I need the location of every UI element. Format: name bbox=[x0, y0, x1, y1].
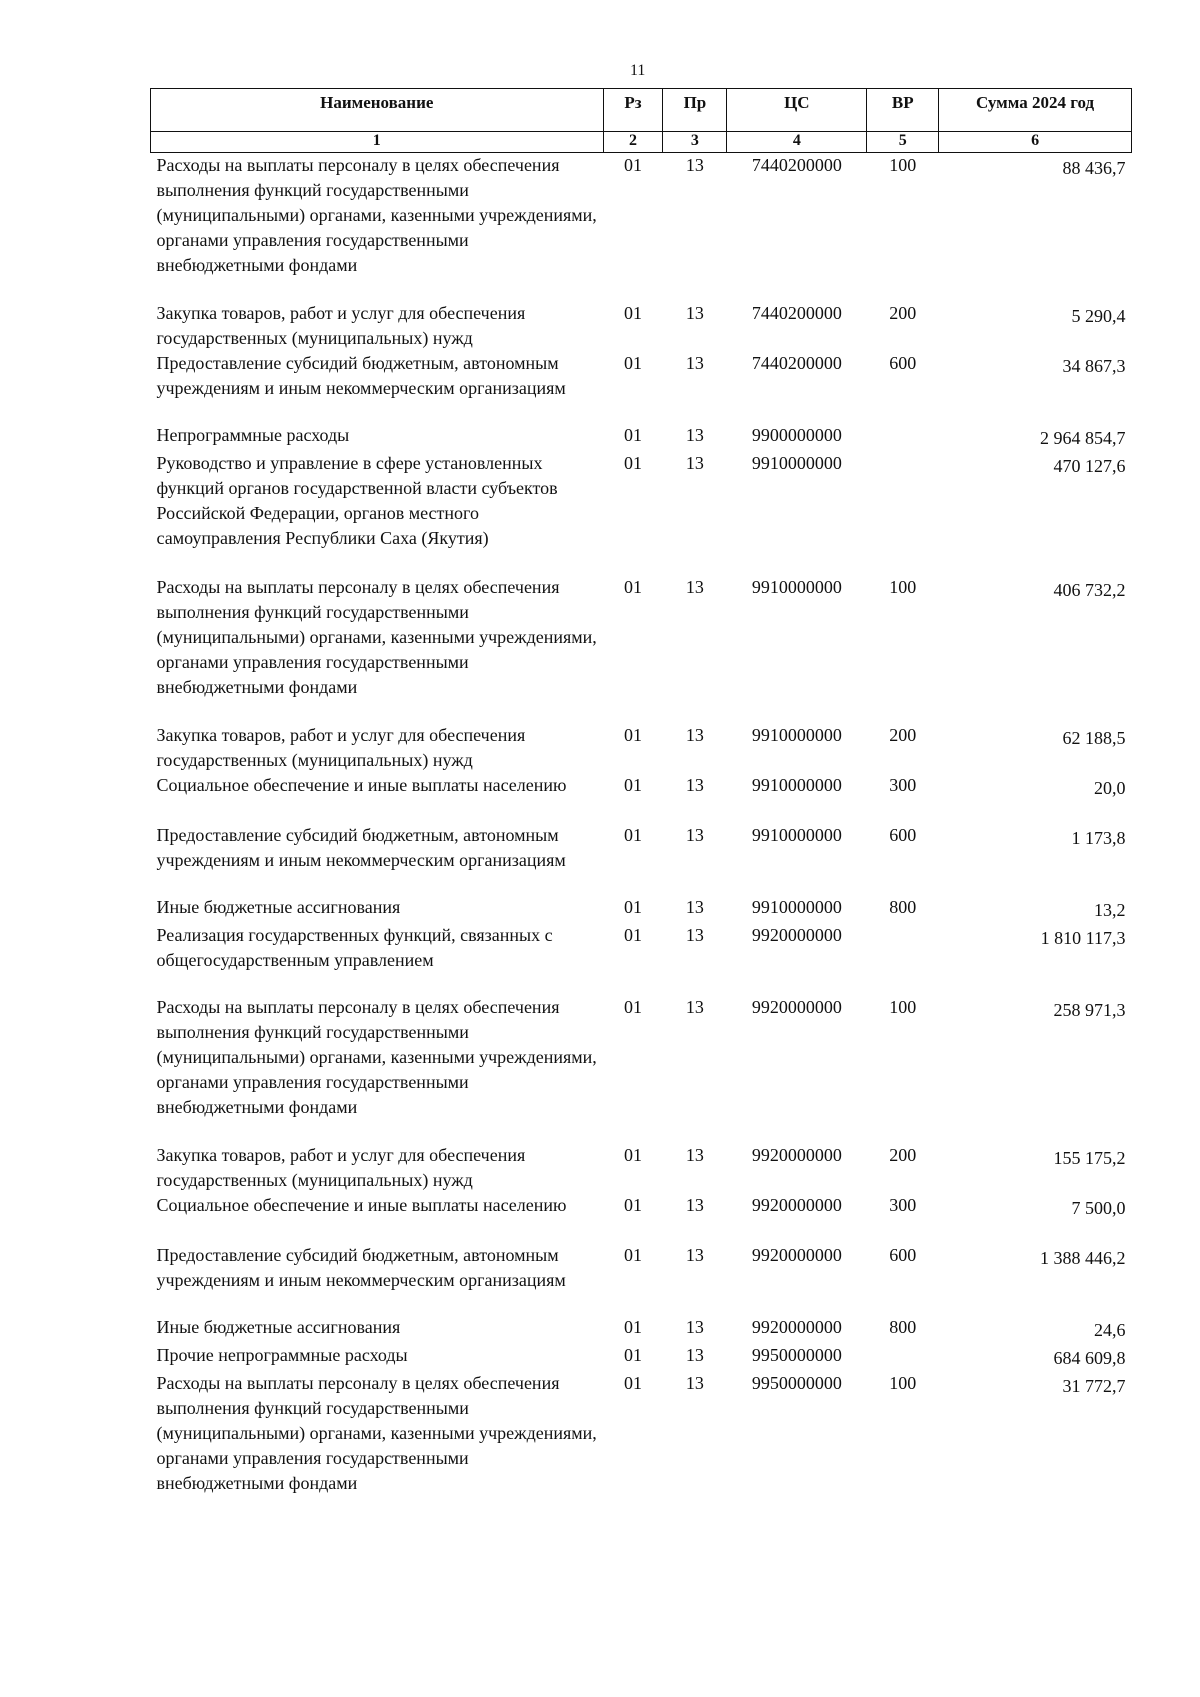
table-row bbox=[151, 923, 1132, 995]
cell-rz: 01 bbox=[623, 774, 642, 795]
cell-cs: 9900000000 bbox=[751, 424, 842, 445]
cell-name: Закупка товаров, работ и услуг для обеспечения государственных (муниципальных) нужд bbox=[156, 1144, 526, 1190]
cell-rz: 01 bbox=[623, 576, 642, 597]
cell-cs: 9920000000 bbox=[751, 1244, 842, 1265]
cell-name: Расходы на выплаты персоналу в целях обеспечения выполнения функций государственными (муниципальными) органами, казенными учреждениями, органами управления государственными внебюджетными фондами bbox=[156, 1372, 597, 1493]
cell-rz: 01 bbox=[623, 424, 642, 445]
cell-rz: 01 bbox=[623, 996, 642, 1017]
cell-vr: 300 bbox=[889, 774, 917, 795]
budget-table bbox=[150, 88, 1132, 1501]
cell-rz: 01 bbox=[623, 1316, 642, 1337]
header-rz: Рз bbox=[603, 89, 663, 132]
header-cs: ЦС bbox=[727, 89, 867, 132]
cell-pr: 13 bbox=[685, 155, 704, 175]
table-row bbox=[151, 153, 1132, 301]
cell-name: Иные бюджетные ассигнования bbox=[156, 1316, 401, 1337]
cell-vr: 200 bbox=[889, 302, 917, 323]
table-row bbox=[151, 773, 1132, 823]
cell-pr: 13 bbox=[685, 302, 704, 323]
table-row bbox=[151, 351, 1132, 423]
table-row bbox=[151, 1193, 1132, 1243]
cell-vr: 200 bbox=[889, 724, 917, 745]
cell-pr: 13 bbox=[685, 1194, 704, 1215]
table-row bbox=[151, 451, 1132, 575]
cell-cs: 9910000000 bbox=[751, 896, 842, 917]
cell-vr bbox=[867, 923, 939, 995]
table-row bbox=[151, 1343, 1132, 1371]
cell-vr: 800 bbox=[889, 896, 917, 917]
cell-vr bbox=[867, 451, 939, 575]
table-row bbox=[151, 823, 1132, 895]
cell-name: Иные бюджетные ассигнования bbox=[156, 896, 401, 917]
cell-cs: 7440200000 bbox=[751, 155, 842, 175]
cell-pr: 13 bbox=[685, 1244, 704, 1265]
cell-rz: 01 bbox=[623, 155, 642, 175]
cell-sum: 1 173,8 bbox=[1071, 827, 1126, 848]
cell-pr: 13 bbox=[685, 452, 704, 473]
header-number-row bbox=[151, 132, 1132, 153]
cell-cs: 9920000000 bbox=[751, 924, 842, 945]
cell-pr: 13 bbox=[685, 924, 704, 945]
cell-sum: 5 290,4 bbox=[1071, 305, 1126, 326]
cell-vr: 600 bbox=[889, 824, 917, 845]
cell-sum: 13,2 bbox=[1094, 899, 1126, 920]
cell-vr: 800 bbox=[889, 1316, 917, 1337]
cell-name: Социальное обеспечение и иные выплаты населению bbox=[156, 774, 567, 795]
cell-cs: 9910000000 bbox=[751, 724, 842, 745]
cell-vr: 300 bbox=[889, 1194, 917, 1215]
cell-name: Закупка товаров, работ и услуг для обеспечения государственных (муниципальных) нужд bbox=[156, 724, 526, 770]
cell-cs: 9950000000 bbox=[751, 1372, 842, 1393]
cell-name: Социальное обеспечение и иные выплаты населению bbox=[156, 1194, 567, 1215]
table-row bbox=[151, 575, 1132, 723]
cell-cs: 9950000000 bbox=[751, 1344, 842, 1365]
cell-cs: 9920000000 bbox=[751, 1194, 842, 1215]
table-row bbox=[151, 1315, 1132, 1343]
cell-sum: 34 867,3 bbox=[1062, 355, 1126, 376]
column-number: 3 bbox=[663, 132, 727, 153]
cell-vr: 200 bbox=[889, 1144, 917, 1165]
header-pr: Пр bbox=[663, 89, 727, 132]
table-row bbox=[151, 995, 1132, 1143]
table-row bbox=[151, 1371, 1132, 1501]
cell-rz: 01 bbox=[623, 724, 642, 745]
cell-name: Прочие непрограммные расходы bbox=[156, 1344, 408, 1365]
cell-name: Расходы на выплаты персоналу в целях обеспечения выполнения функций государственными (муниципальными) органами, казенными учреждениями, органами управления государственными внебюджетными фондами bbox=[156, 576, 597, 697]
cell-rz: 01 bbox=[623, 1144, 642, 1165]
cell-pr: 13 bbox=[685, 996, 704, 1017]
cell-sum: 470 127,6 bbox=[1053, 455, 1126, 476]
cell-cs: 9920000000 bbox=[751, 996, 842, 1017]
cell-name: Реализация государственных функций, связанных с общегосударственным управлением bbox=[156, 924, 553, 970]
cell-sum: 684 609,8 bbox=[1053, 1347, 1126, 1368]
header-vr: ВР bbox=[867, 89, 939, 132]
cell-pr: 13 bbox=[685, 576, 704, 597]
column-number: 5 bbox=[867, 132, 939, 153]
cell-name: Предоставление субсидий бюджетным, автономным учреждениям и иным некоммерческим организациям bbox=[156, 1244, 566, 1290]
cell-cs: 9910000000 bbox=[751, 824, 842, 845]
cell-cs: 9910000000 bbox=[751, 576, 842, 597]
cell-rz: 01 bbox=[623, 896, 642, 917]
cell-sum: 24,6 bbox=[1094, 1319, 1126, 1340]
column-number: 1 bbox=[151, 132, 604, 153]
cell-name: Предоставление субсидий бюджетным, автономным учреждениям и иным некоммерческим организациям bbox=[156, 824, 566, 870]
cell-rz: 01 bbox=[623, 1344, 642, 1365]
cell-pr: 13 bbox=[685, 1144, 704, 1165]
cell-sum: 406 732,2 bbox=[1053, 579, 1126, 600]
cell-sum: 62 188,5 bbox=[1062, 727, 1126, 748]
cell-pr: 13 bbox=[685, 1344, 704, 1365]
table-row bbox=[151, 1243, 1132, 1315]
header-sum: Сумма 2024 год bbox=[939, 89, 1132, 132]
cell-pr: 13 bbox=[685, 352, 704, 373]
table-body bbox=[151, 153, 1132, 1501]
column-number: 4 bbox=[727, 132, 867, 153]
cell-sum: 7 500,0 bbox=[1071, 1197, 1126, 1218]
cell-rz: 01 bbox=[623, 1244, 642, 1265]
column-number: 6 bbox=[939, 132, 1132, 153]
cell-pr: 13 bbox=[685, 424, 704, 445]
cell-sum: 2 964 854,7 bbox=[1040, 427, 1126, 448]
cell-name: Непрограммные расходы bbox=[156, 424, 350, 445]
cell-rz: 01 bbox=[623, 302, 642, 323]
cell-sum: 20,0 bbox=[1094, 777, 1126, 798]
cell-rz: 01 bbox=[623, 1194, 642, 1215]
cell-pr: 13 bbox=[685, 724, 704, 745]
cell-vr: 600 bbox=[889, 352, 917, 373]
cell-pr: 13 bbox=[685, 1316, 704, 1337]
cell-pr: 13 bbox=[685, 1372, 704, 1393]
cell-rz: 01 bbox=[623, 1372, 642, 1393]
cell-sum: 258 971,3 bbox=[1053, 999, 1126, 1020]
cell-vr bbox=[867, 423, 939, 451]
cell-sum: 1 810 117,3 bbox=[1040, 927, 1126, 948]
header-name: Наименование bbox=[151, 89, 604, 132]
cell-rz: 01 bbox=[623, 824, 642, 845]
cell-vr: 100 bbox=[889, 155, 917, 175]
cell-vr: 100 bbox=[889, 1372, 917, 1393]
cell-sum: 88 436,7 bbox=[1062, 158, 1126, 178]
header-row bbox=[151, 89, 1132, 132]
column-number: 2 bbox=[603, 132, 663, 153]
cell-vr: 100 bbox=[889, 576, 917, 597]
page-number: 11 bbox=[630, 62, 646, 79]
cell-cs: 9910000000 bbox=[751, 452, 842, 473]
cell-sum: 31 772,7 bbox=[1062, 1375, 1126, 1396]
table-row bbox=[151, 423, 1132, 451]
cell-rz: 01 bbox=[623, 924, 642, 945]
table-row bbox=[151, 301, 1132, 351]
cell-name: Руководство и управление в сфере установленных функций органов государственной власти субъектов Российской Федерации, органов местного самоуправления Республики Саха (Якутия) bbox=[156, 452, 558, 548]
cell-sum: 1 388 446,2 bbox=[1040, 1247, 1126, 1268]
cell-name: Предоставление субсидий бюджетным, автономным учреждениям и иным некоммерческим организациям bbox=[156, 352, 566, 398]
cell-pr: 13 bbox=[685, 896, 704, 917]
cell-vr: 600 bbox=[889, 1244, 917, 1265]
table-row bbox=[151, 895, 1132, 923]
cell-cs: 7440200000 bbox=[751, 302, 842, 323]
cell-cs: 9910000000 bbox=[751, 774, 842, 795]
cell-cs: 7440200000 bbox=[751, 352, 842, 373]
cell-pr: 13 bbox=[685, 824, 704, 845]
cell-vr: 100 bbox=[889, 996, 917, 1017]
cell-vr bbox=[867, 1343, 939, 1371]
cell-name: Расходы на выплаты персоналу в целях обеспечения выполнения функций государственными (муниципальными) органами, казенными учреждениями, органами управления государственными внебюджетными фондами bbox=[156, 996, 597, 1117]
cell-cs: 9920000000 bbox=[751, 1316, 842, 1337]
table-row bbox=[151, 1143, 1132, 1193]
cell-rz: 01 bbox=[623, 452, 642, 473]
cell-cs: 9920000000 bbox=[751, 1144, 842, 1165]
cell-pr: 13 bbox=[685, 774, 704, 795]
cell-rz: 01 bbox=[623, 352, 642, 373]
table-row bbox=[151, 723, 1132, 773]
cell-name: Закупка товаров, работ и услуг для обеспечения государственных (муниципальных) нужд bbox=[156, 302, 526, 348]
cell-sum: 155 175,2 bbox=[1053, 1147, 1126, 1168]
cell-name: Расходы на выплаты персоналу в целях обеспечения выполнения функций государственными (муниципальными) органами, казенными учреждениями, органами управления государственными внебюджетными фондами bbox=[156, 155, 597, 275]
